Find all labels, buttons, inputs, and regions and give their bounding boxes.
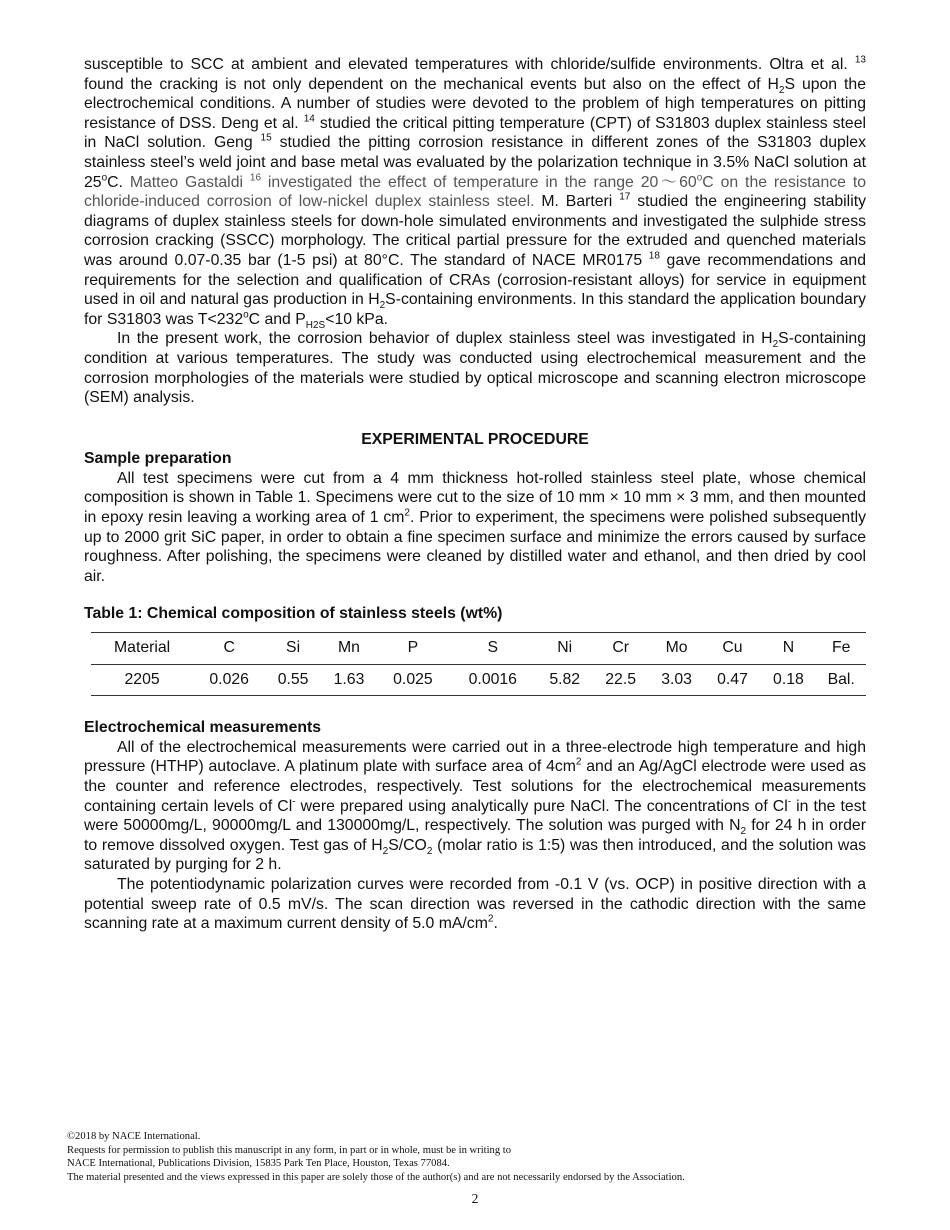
table-header-cell: Fe [831, 639, 851, 657]
table-cell: 0.47 [717, 670, 748, 688]
table-row [91, 664, 866, 696]
text-run: In the present work, the corrosion behavior of duplex stainless steel was investigated in H [117, 330, 773, 348]
electrochemical-paragraph-1 [84, 738, 866, 875]
footer-line: ©2018 by NACE International. [67, 1131, 201, 1142]
text-run: The potentiodynamic polarization curves were recorded from -0.1 V (vs. OCP) in positive direction with a potential sweep rate of 0.5 mV/s. The scan direction was reversed in the cathodic direction with the same scanning rate at a maximum current density of 5.0 mA/cm [84, 875, 866, 933]
text-run: C on the resistance to chloride-induced corrosion of low-nickel duplex stainless steel. [84, 173, 866, 211]
subscript: 2 [740, 826, 747, 838]
table-cell: Bal. [827, 670, 855, 688]
text-run: C and P [248, 310, 306, 328]
superscript: - [787, 796, 792, 808]
intro-paragraph-1 [84, 55, 866, 329]
text-run: susceptible to SCC at ambient and elevated temperatures with chloride/sulfide environments. Oltra et al. [84, 56, 855, 73]
text-run: All test specimens were cut from a 4 mm thickness hot-rolled stainless steel plate, whose chemical composition is shown in Table 1. Specimens were cut to the size of 10 mm × 10 mm × 3 mm, and then mounted in epoxy resin leaving a working area of 1 cm [84, 469, 866, 527]
text-run: and an Ag/AgCl electrode were used as the counter and reference electrodes, respectively. Test solutions for the electrochemical measurements containing certain levels of Cl [84, 758, 866, 815]
table-header-cell: C [223, 639, 235, 657]
intro-paragraph-2 [84, 329, 866, 407]
table-cell: 0.55 [277, 670, 309, 688]
table-cell: 0.026 [209, 670, 249, 688]
copyright-footer [67, 1130, 883, 1185]
degree-mark: o [101, 172, 108, 184]
table-cell: 2205 [124, 670, 160, 688]
text-run: S-containing environments. In this standard the application boundary for S31803 was T<232 [84, 291, 866, 328]
subsection-heading-electrochemical: Electrochemical measurements [84, 719, 322, 737]
subscript: 2 [778, 84, 785, 96]
sample-paragraph [84, 469, 866, 587]
table-caption: Table 1: Chemical composition of stainless steels (wt%) [84, 605, 503, 623]
subscript: H2S [305, 319, 326, 331]
table-header-cell: N [782, 639, 795, 657]
footer-line: The material presented and the views expressed in this paper are solely those of the author(s) and are not necessarily endorsed by the Association. [67, 1172, 685, 1184]
superscript: 2 [404, 507, 410, 519]
page-body [84, 55, 866, 934]
degree-mark: o [243, 309, 249, 321]
table-cell: 0.0016 [468, 670, 517, 688]
citation-ref: 16 [249, 172, 262, 184]
text-run: S-containing condition at various temperatures. The study was conducted using electrochemical measurement and the corrosion morphologies of the materials were studied by optical microscope and scanning electron microscope (SEM) analysis. [84, 330, 866, 407]
citation-ref: 13 [854, 54, 866, 66]
text-run: studied the engineering stability diagrams of duplex stainless steels for down-hole simulated environments and investigated the sulphide stress corrosion cracking (SSCC) morphology. The critical partial pressure for the extruded and quenched materials was around 0.07-0.35 bar (1-5 psi) at 80°C. The standard of NACE MR0175 [84, 193, 866, 269]
text-run: studied the critical pitting temperature (CPT) of S31803 duplex stainless steel in NaCl solution. Geng [84, 114, 866, 152]
table-header-cell: Ni [557, 639, 573, 657]
subscript: 2 [382, 845, 389, 857]
subscript: 2 [379, 300, 386, 312]
table-header-cell: Cr [612, 639, 629, 657]
text-run: gave recommendations and requirements for the selection and qualification of CRAs (corrosion-resistant alloys) for service in equipment used in oil and natural gas production in H [84, 251, 866, 309]
composition-table [91, 632, 866, 696]
section-title: EXPERIMENTAL PROCEDURE [361, 430, 589, 448]
text-run: in the test were 50000mg/L, 90000mg/L and 130000mg/L, respectively. The solution was purged with N [84, 797, 867, 835]
text-run: . [493, 915, 498, 933]
text-run: M. Barteri [534, 193, 620, 211]
superscript: - [292, 796, 296, 808]
footer-line: Requests for permission to publish this manuscript in any form, in part or in whole, must be in writing to [67, 1144, 512, 1156]
text-run: studied the pitting corrosion resistance in different zones of the S31803 duplex stainless steel’s weld joint and base metal was evaluated by the polarization technique in 3.5% NaCl solution at 25 [84, 134, 866, 191]
table-header-cell: Si [286, 639, 301, 657]
text-run: <10 kPa. [325, 310, 389, 328]
degree-mark: o [696, 172, 703, 184]
text-run: (molar ratio is 1:5) was then introduced, and the solution was saturated by purging for 2 h. [84, 836, 867, 874]
subscript: 2 [426, 845, 433, 857]
text-run: were prepared using analytically pure NaCl. The concentrations of Cl [295, 797, 788, 815]
table-cell: 3.03 [661, 670, 692, 688]
text-run: investigated the effect of temperature in the range 20～60 [261, 173, 697, 191]
superscript: 2 [575, 757, 582, 769]
table-cell: 5.82 [549, 670, 581, 688]
table-cell: 1.63 [333, 670, 365, 688]
footer-line: NACE International, Publications Division, 15835 Park Ten Place, Houston, Texas 77084. [67, 1158, 450, 1170]
citation-ref: 17 [619, 191, 631, 203]
citation-ref: 14 [303, 113, 315, 125]
text-run: found the cracking is not only dependent on the mechanical events but also on the effect of H [84, 75, 779, 93]
table-cell: 0.025 [393, 670, 433, 688]
text-run: for 24 h in order to remove dissolved oxygen. Test gas of H [84, 817, 866, 854]
table-header-cell: Material [114, 639, 171, 657]
table-header-row [91, 633, 866, 665]
table-header-cell: Mo [665, 639, 688, 657]
text-run: Matteo Gastaldi [129, 173, 250, 191]
text-run: S/CO [388, 836, 427, 854]
citation-ref: 15 [260, 133, 272, 145]
table-cell: 22.5 [605, 670, 637, 688]
subscript: 2 [772, 339, 779, 351]
text-run: C. [107, 173, 130, 191]
superscript: 2 [487, 913, 494, 925]
electrochemical-paragraph-2 [84, 875, 866, 934]
text-run: . Prior to experiment, the specimens were polished subsequently up to 2000 grit SiC paper, in order to obtain a fine specimen surface and minimize the errors caused by surface roughness. After polishing, the specimens were cleaned by distilled water and ethanol, and then dried by cool air. [84, 509, 866, 585]
table-cell: 0.18 [773, 670, 804, 688]
text-run: S upon the electrochemical conditions. A number of studies were devoted to the problem of high temperatures on pitting resistance of DSS. Deng et al. [84, 75, 866, 132]
page-number: 2 [471, 1191, 479, 1206]
table-header-cell: Mn [338, 639, 360, 657]
table-header-cell: Cu [722, 639, 743, 657]
text-run: All of the electrochemical measurements were carried out in a three-electrode high temperature and high pressure (HTHP) autoclave. A platinum plate with surface area of 4cm [84, 738, 866, 776]
table-header-cell: P [407, 639, 419, 657]
citation-ref: 18 [648, 250, 660, 262]
table-header-cell: S [487, 639, 499, 657]
subsection-heading-sample: Sample preparation [84, 450, 232, 468]
